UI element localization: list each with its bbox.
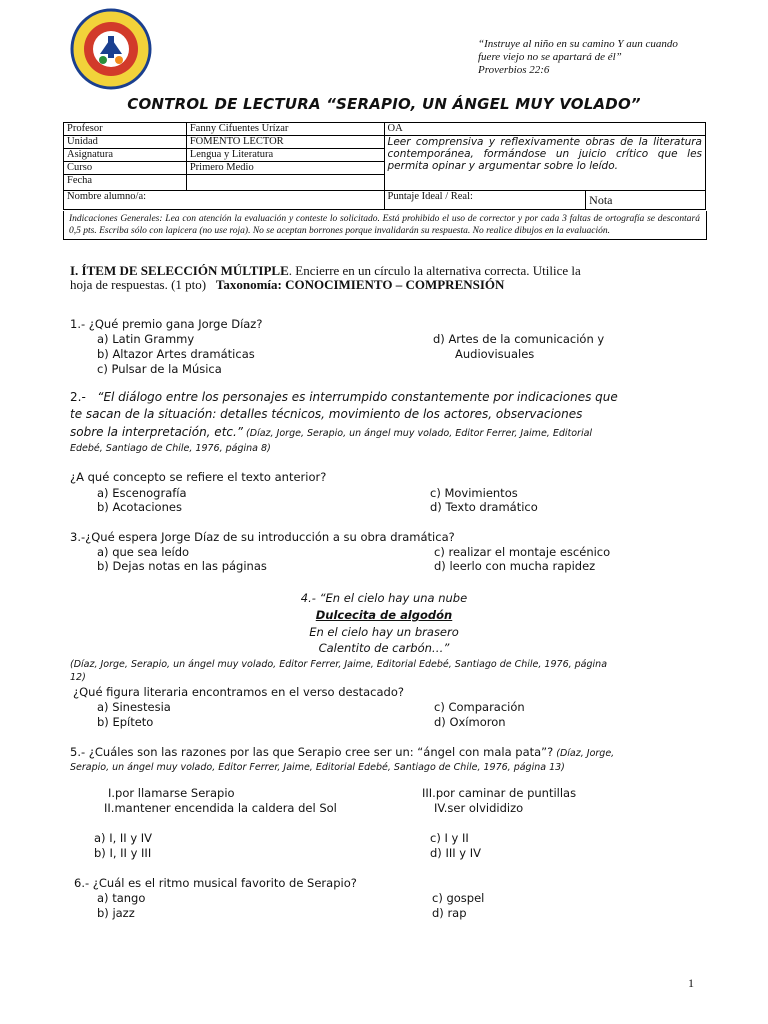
- option-a[interactable]: a) tango: [97, 891, 146, 905]
- option-d[interactable]: d) leerlo con mucha rapidez: [434, 559, 596, 573]
- general-instructions: Indicaciones Generales: Lea con atención la evaluación y conteste lo solicitado. Está prohibido el uso de corrector y por cada 3 faltas de ortografía se descontará 0,5 pts. Escriba sólo con lapicera (no use roja). No se aceptan borrones porque invalidarán su respuesta. No realice dibujos en la evaluación.: [63, 211, 707, 240]
- alumno-label: Nombre alumno/a:: [64, 191, 385, 210]
- reason-4: IV.ser olvididizo: [434, 801, 524, 815]
- quote-line: te sacan de la situación: detalles técnicos, movimiento de los actores, observaciones: [70, 407, 583, 421]
- unidad-value: FOMENTO LECTOR: [186, 136, 384, 149]
- fecha-label: Fecha: [64, 175, 187, 191]
- poem-line: 4.- “En el cielo hay una nube: [300, 591, 468, 605]
- question-5: [70, 745, 614, 760]
- question-4: ¿Qué figura literaria encontramos en el verso destacado?: [73, 685, 404, 699]
- quote-line: fuere viejo no se apartará de él”: [478, 51, 622, 63]
- reason-3: III.por caminar de puntillas: [422, 786, 577, 800]
- quote-line: “El diálogo entre los personajes es interrumpido constantemente por indicaciones que: [97, 390, 618, 404]
- question-3: 3.-¿Qué espera Jorge Díaz de su introducción a su obra dramática?: [70, 530, 455, 544]
- source-citation: Serapio, un ángel muy volado, Editor Ferrer, Jaime, Editorial Edebé, Santiago de Chile, 1976, página 13): [70, 762, 565, 773]
- option-d[interactable]: d) Texto dramático: [430, 500, 538, 514]
- option-d[interactable]: d) Artes de la comunicación y: [433, 332, 605, 346]
- option-c[interactable]: c) I y II: [430, 831, 469, 845]
- section-heading: [70, 263, 581, 278]
- option-c[interactable]: c) realizar el montaje escénico: [434, 545, 611, 559]
- section-title: I. ÍTEM DE SELECCIÓN MÚLTIPLE: [70, 263, 289, 278]
- profesor-value: Fanny Cifuentes Urízar: [186, 123, 384, 136]
- reason-1: I.por llamarse Serapio: [108, 786, 235, 800]
- option-b[interactable]: b) jazz: [97, 906, 135, 920]
- source-citation: (Díaz, Jorge, Serapio, un ángel muy volado, Editor Ferrer, Jaime, Editorial Edebé, Santiago de Chile, 1976, página: [70, 659, 608, 670]
- quote-line: sobre la interpretación, etc.”: [70, 425, 244, 439]
- question-6: 6.- ¿Cuál es el ritmo musical favorito de Serapio?: [74, 876, 357, 890]
- asignatura-label: Asignatura: [64, 149, 187, 162]
- oa-label: OA: [384, 123, 706, 136]
- unidad-label: Unidad: [64, 136, 187, 149]
- section-instruction-2: hoja de respuestas. (1 pto): [70, 277, 207, 292]
- option-c[interactable]: c) Movimientos: [430, 486, 518, 500]
- option-d[interactable]: d) III y IV: [430, 846, 481, 860]
- option-a[interactable]: a) que sea leído: [97, 545, 190, 559]
- taxonomy: Taxonomía: CONOCIMIENTO – COMPRENSIÓN: [215, 277, 505, 292]
- option-b[interactable]: b) Epíteto: [97, 715, 154, 729]
- option-a[interactable]: a) Latin Grammy: [97, 332, 195, 346]
- quote-line-3: [70, 424, 592, 441]
- quote-reference: Proverbios 22:6: [478, 64, 550, 76]
- question-2: ¿A qué concepto se refiere el texto anterior?: [70, 470, 327, 484]
- option-b[interactable]: b) I, II y III: [94, 846, 152, 860]
- option-a[interactable]: a) Escenografía: [97, 486, 187, 500]
- question-2-quote: [70, 389, 710, 406]
- option-d-cont: Audiovisuales: [455, 347, 535, 361]
- source-citation: (Díaz, Jorge,: [553, 748, 615, 759]
- option-c[interactable]: c) gospel: [432, 891, 485, 905]
- page-number: 1: [688, 976, 694, 990]
- option-c[interactable]: c) Comparación: [434, 700, 525, 714]
- question-2-number: 2.-: [70, 390, 86, 404]
- question-1: 1.- ¿Qué premio gana Jorge Díaz?: [70, 317, 263, 331]
- quote-line: “Instruye al niño en su camino Y aun cuando: [478, 38, 678, 50]
- source-citation: Edebé, Santiago de Chile, 1976, página 8): [70, 443, 271, 454]
- school-logo: [70, 8, 152, 90]
- section-line2: [70, 277, 504, 292]
- header-quote: [478, 38, 728, 77]
- curso-label: Curso: [64, 162, 187, 175]
- asignatura-value: Lengua y Literatura: [186, 149, 384, 162]
- fecha-field[interactable]: [186, 175, 384, 191]
- nota-label: Nota: [586, 191, 706, 210]
- poem-line: Calentito de carbón…”: [318, 641, 450, 655]
- poem-highlighted-verse: Dulcecita de algodón: [315, 608, 453, 622]
- option-a[interactable]: a) I, II y IV: [94, 831, 153, 845]
- source-citation: 12): [70, 672, 86, 683]
- section-instruction: . Encierre en un círculo la alternativa correcta. Utilice la: [288, 263, 581, 278]
- option-b[interactable]: b) Acotaciones: [97, 500, 182, 514]
- option-d[interactable]: d) Oxímoron: [434, 715, 506, 729]
- option-c[interactable]: c) Pulsar de la Música: [97, 362, 222, 376]
- profesor-label: Profesor: [64, 123, 187, 136]
- puntaje-label: Puntaje Ideal / Real:: [384, 191, 586, 210]
- option-d[interactable]: d) rap: [432, 906, 467, 920]
- page-title: CONTROL DE LECTURA “SERAPIO, UN ÁNGEL MUY VOLADO”: [127, 95, 641, 113]
- poem-line: En el cielo hay un brasero: [309, 625, 459, 639]
- source-citation: (Díaz, Jorge, Serapio, un ángel muy volado, Editor Ferrer, Jaime, Editorial: [243, 428, 593, 439]
- info-table: [63, 122, 706, 210]
- option-b[interactable]: b) Altazor Artes dramáticas: [97, 347, 255, 361]
- question-5-text: 5.- ¿Cuáles son las razones por las que Serapio cree ser un: “ángel con mala pata”?: [70, 745, 554, 759]
- option-b[interactable]: b) Dejas notas en las páginas: [97, 559, 267, 573]
- curso-value: Primero Medio: [186, 162, 384, 175]
- option-a[interactable]: a) Sinestesia: [97, 700, 171, 714]
- reason-2: II.mantener encendida la caldera del Sol: [104, 801, 337, 815]
- oa-text: Leer comprensiva y reflexivamente obras de la literatura contemporánea, formándose un juicio crítico que les permita opinar y argumentar sobre lo leído.: [384, 136, 706, 191]
